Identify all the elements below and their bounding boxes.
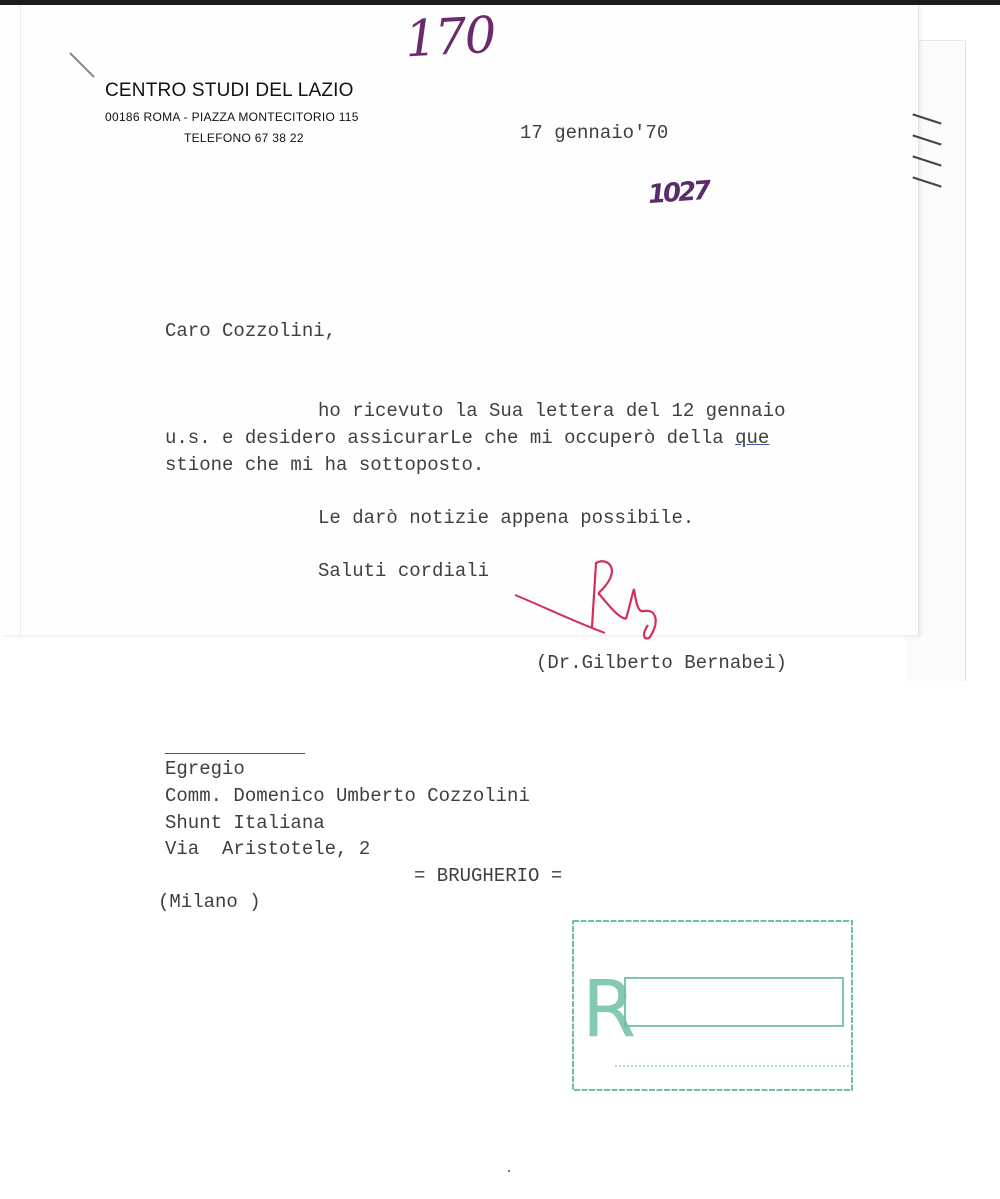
letterhead-telephone: TELEFONO 67 38 22 — [184, 131, 304, 145]
handwritten-signature — [510, 555, 670, 655]
body-line-1: ho ricevuto la Sua lettera del 12 gennaio — [318, 400, 786, 422]
recipient-line-1: Egregio — [165, 758, 245, 780]
recipient-city: = BRUGHERIO = — [414, 865, 563, 887]
recipient-line-4: Via Aristotele, 2 — [165, 838, 371, 860]
body-line-2-main: u.s. e desidero assicurarLe che mi occuperò della — [165, 427, 736, 449]
stamp-letter-r: R — [582, 965, 637, 1055]
body-line-2 — [165, 427, 769, 449]
salutation: Caro Cozzolini, — [165, 320, 337, 342]
registered-mail-stamp — [570, 918, 855, 1093]
body-line-2-end: que — [735, 427, 770, 449]
recipient-line-3: Shunt Italiana — [165, 812, 325, 834]
letterhead-address: 00186 ROMA - PIAZZA MONTECITORIO 115 — [105, 110, 359, 124]
signatory: (Dr.Gilberto Bernabei) — [536, 652, 787, 674]
scan-dot — [508, 1170, 510, 1172]
tick-mark — [912, 155, 941, 166]
body-line-4: Le darò notizie appena possibile. — [318, 507, 695, 529]
tick-mark — [912, 176, 941, 187]
recipient-line-2: Comm. Domenico Umberto Cozzolini — [165, 785, 530, 807]
closing: Saluti cordiali — [318, 560, 490, 582]
margin-tick-marks — [912, 118, 942, 202]
sheet-left-edge — [0, 5, 21, 635]
address-rule — [165, 753, 305, 754]
recipient-province: (Milano ) — [158, 891, 261, 913]
stamped-number: 1027 — [647, 175, 710, 211]
tick-mark — [912, 134, 941, 145]
letterhead-organization: CENTRO STUDI DEL LAZIO — [105, 80, 354, 101]
handwritten-number: 170 — [403, 5, 496, 69]
body-line-3: stione che mi ha sottoposto. — [165, 454, 485, 476]
letter-date: 17 gennaio'70 — [520, 122, 669, 144]
